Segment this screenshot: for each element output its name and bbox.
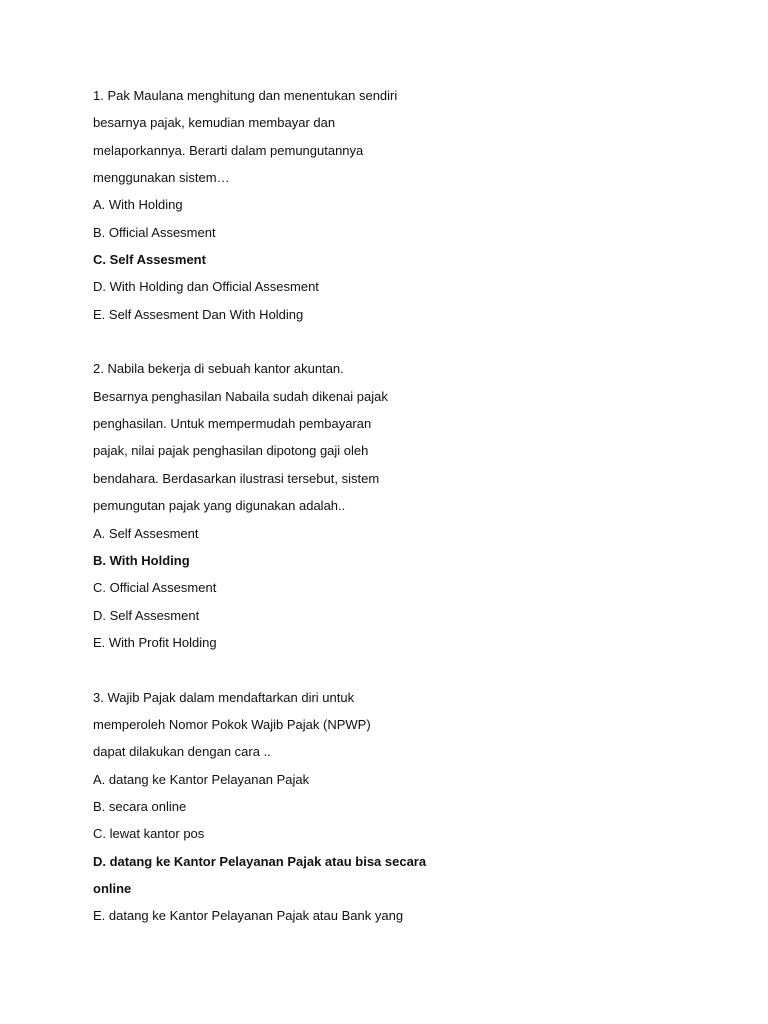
question-1-option-e: E. Self Assesment Dan With Holding bbox=[93, 306, 304, 322]
question-spacer bbox=[93, 656, 433, 683]
question-3-stem-line: memperoleh Nomor Pokok Wajib Pajak (NPWP) bbox=[93, 716, 371, 732]
question-1-stem-line: menggunakan sistem… bbox=[93, 170, 230, 186]
document-content bbox=[93, 82, 433, 930]
question-2-stem-line: bendahara. Berdasarkan ilustrasi tersebut, sistem bbox=[93, 470, 380, 486]
question-2 bbox=[93, 355, 433, 656]
question-3-option-a: A. datang ke Kantor Pelayanan Pajak bbox=[93, 771, 310, 787]
question-1-option-a: A. With Holding bbox=[93, 197, 183, 213]
question-1 bbox=[93, 82, 433, 328]
question-2-option-d: D. Self Assesment bbox=[93, 607, 200, 623]
question-3 bbox=[93, 684, 433, 930]
question-3-option-c: C. lewat kantor pos bbox=[93, 826, 205, 842]
question-1-option-d: D. With Holding dan Official Assesment bbox=[93, 279, 319, 295]
question-1-stem-line: melaporkannya. Berarti dalam pemungutannya bbox=[93, 142, 364, 158]
question-3-option-e: E. datang ke Kantor Pelayanan Pajak atau Bank yang bbox=[93, 908, 404, 924]
question-3-stem-line: dapat dilakukan dengan cara .. bbox=[93, 744, 271, 760]
question-2-stem-line: penghasilan. Untuk mempermudah pembayaran bbox=[93, 416, 372, 432]
question-3-option-d-correct: D. datang ke Kantor Pelayanan Pajak atau bisa secara bbox=[93, 853, 427, 869]
question-3-option-d-correct-continued: online bbox=[93, 880, 132, 896]
question-2-stem-line: 2. Nabila bekerja di sebuah kantor akuntan. bbox=[93, 361, 344, 377]
question-1-stem-line: 1. Pak Maulana menghitung dan menentukan sendiri bbox=[93, 88, 398, 103]
question-2-option-c: C. Official Assesment bbox=[93, 580, 217, 596]
question-2-stem-line: pemungutan pajak yang digunakan adalah.. bbox=[93, 498, 346, 514]
question-spacer bbox=[93, 328, 433, 355]
question-1-option-c-correct: C. Self Assesment bbox=[93, 252, 206, 268]
question-1-option-b: B. Official Assesment bbox=[93, 224, 216, 240]
question-1-stem-line: besarnya pajak, kemudian membayar dan bbox=[93, 115, 336, 131]
question-2-stem-line: Besarnya penghasilan Nabaila sudah dikenai pajak bbox=[93, 388, 388, 404]
question-2-stem-line: pajak, nilai pajak penghasilan dipotong gaji oleh bbox=[93, 443, 369, 459]
question-3-stem-line: 3. Wajib Pajak dalam mendaftarkan diri untuk bbox=[93, 689, 355, 705]
question-2-option-e: E. With Profit Holding bbox=[93, 634, 217, 650]
question-3-option-b: B. secara online bbox=[93, 798, 187, 814]
question-2-option-a: A. Self Assesment bbox=[93, 525, 199, 541]
question-2-option-b-correct: B. With Holding bbox=[93, 552, 190, 568]
